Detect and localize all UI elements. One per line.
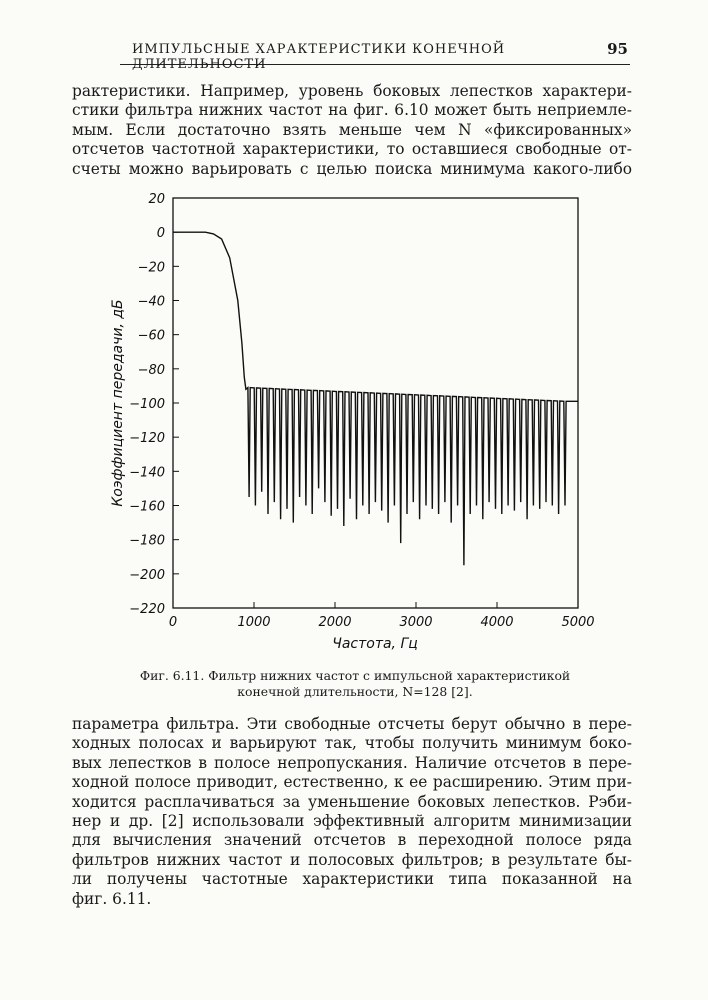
y-tick-label: −60 <box>137 328 165 344</box>
response-curve <box>173 232 578 565</box>
x-tick-label: 3000 <box>399 615 433 630</box>
x-axis-title: Частота, Гц <box>332 636 418 652</box>
page-number: 95 <box>607 40 628 58</box>
y-axis-title: Коэффициент передачи, дБ <box>110 299 126 507</box>
x-tick-label: 0 <box>168 615 178 630</box>
y-tick-label: 0 <box>156 226 165 242</box>
y-tick-label: −220 <box>129 602 165 617</box>
paragraph-line: стики фильтра нижних частот на фиг. 6.10 может быть неприемле- <box>72 101 632 120</box>
paragraph-line: фильтров нижних частот и полосовых фильтров; в результате бы- <box>72 850 632 869</box>
paragraph-line: параметра фильтра. Эти свободные отсчеты берут обычно в пере- <box>72 715 632 733</box>
paragraph-line: нер и др. [2] использовали эффективный алгоритм минимизации <box>72 812 632 831</box>
y-tick-label: −140 <box>129 465 165 481</box>
x-tick-label: 1000 <box>237 615 271 630</box>
paragraph-line: ли получены частотные характеристики типа показанной на <box>72 870 632 889</box>
y-tick-label: −20 <box>137 260 165 276</box>
paragraph-line: ходится расплачиваться за уменьшение боковых лепестков. Рэби- <box>72 792 632 811</box>
caption-line: конечной длительности, N=128 [2]. <box>237 684 473 699</box>
paragraph-line: ходной полосе приводит, естественно, к ее расширению. Этим при- <box>72 773 632 792</box>
paragraph-line: отсчетов частотной характеристики, то оставшиеся свободные от- <box>72 140 632 159</box>
paragraph-line: мым. Если достаточно взять меньше чем N «фиксированных» <box>72 120 632 139</box>
x-tick-label: 4000 <box>480 615 514 630</box>
y-tick-label: −80 <box>137 362 165 378</box>
paragraph-2 <box>72 715 632 909</box>
y-tick-label: −40 <box>137 294 165 310</box>
y-tick-label: −100 <box>129 397 165 412</box>
paragraph-line: фиг. 6.11. <box>72 889 152 908</box>
x-tick-label: 5000 <box>561 615 595 630</box>
running-title: ИМПУЛЬСНЫЕ ХАРАКТЕРИСТИКИ КОНЕЧНОЙ ДЛИТЕЛЬНОСТИ <box>132 42 506 72</box>
page-header <box>120 40 630 72</box>
caption-line: Фиг. 6.11. Фильтр нижних частот с импульсной характеристикой <box>139 668 571 683</box>
figure-caption <box>120 668 590 700</box>
frequency-response-chart <box>100 188 600 658</box>
paragraph-line: ходных полосах и варьируют так, чтобы получить минимум боко- <box>72 734 632 753</box>
paragraph-line: рактеристики. Например, уровень боковых лепестков характери- <box>72 82 632 100</box>
x-tick-label: 2000 <box>318 615 352 630</box>
paragraph-line: счеты можно варьировать с целью поиска минимума какого-либо <box>72 159 632 178</box>
y-tick-label: −160 <box>129 499 165 515</box>
paragraph-line: для вычисления значений отсчетов в переходной полосе ряда <box>72 831 632 850</box>
y-tick-label: −120 <box>129 431 165 447</box>
paragraph-1 <box>72 82 632 179</box>
y-tick-label: −180 <box>129 533 165 549</box>
paragraph-line: вых лепестков в полосе непропускания. Наличие отсчетов в пере- <box>72 753 632 772</box>
y-tick-label: −200 <box>129 567 165 583</box>
y-tick-label: 20 <box>148 192 165 207</box>
plot-frame <box>173 198 578 608</box>
